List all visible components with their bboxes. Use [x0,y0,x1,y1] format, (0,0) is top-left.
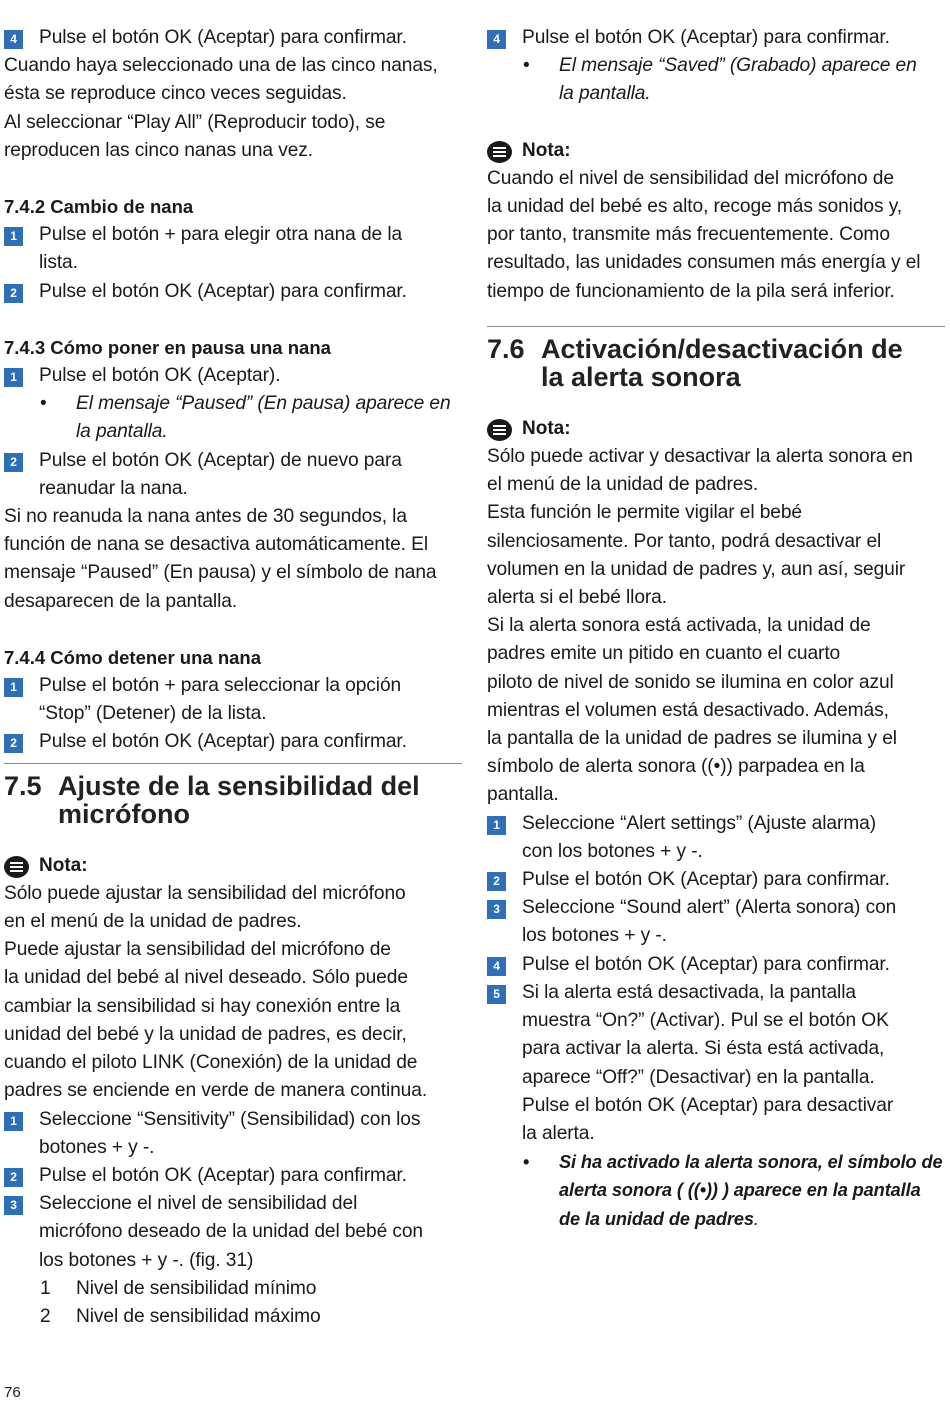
step-number-badge: 4 [4,30,23,49]
step-item: 2 Pulse el botón OK (Aceptar) de nuevo para [4,447,462,475]
bullet-item: • El mensaje “Saved” (Grabado) aparece en [487,52,945,80]
step-item: 1 Seleccione “Alert settings” (Ajuste alarma) [487,810,945,838]
paragraph-line: pantalla. [487,784,559,806]
paragraph-line: desaparecen de la pantalla. [4,590,238,612]
paragraph-line: alerta si el bebé llora. [487,587,667,609]
note-text-line: Sólo puede activar y desactivar la alerta sonora en [487,446,913,468]
step-number-badge: 1 [4,1112,23,1131]
step-item: 3 Seleccione “Sound alert” (Alerta sonora) con [487,894,945,922]
paragraph-line: Si no reanuda la nana antes de 30 segundos, la [4,506,407,528]
step-item: 2 Pulse el botón OK (Aceptar) para confirmar. [4,728,462,756]
paragraph-line: unidad del bebé y la unidad de padres, es decir, [4,1023,407,1045]
bullet-continuation: de la unidad de padres. [559,1208,759,1229]
section-heading-7-4-4: 7.4.4 Cómo detener una nana [4,646,262,668]
note-text-line: Sólo puede ajustar la sensibilidad del micrófono [4,882,406,904]
note-text-line: en el menú de la unidad de padres. [4,911,302,933]
list-number: 1 [40,1277,51,1299]
paragraph-line: piloto de nivel de sonido se ilumina en color azul [487,671,894,693]
bullet-icon: • [40,393,47,415]
step-number-badge: 2 [487,872,506,891]
step-item: 2 Pulse el botón OK (Aceptar) para confirmar. [4,278,462,306]
left-column [4,24,462,1331]
note-text-line: Cuando el nivel de sensibilidad del micrófono de [487,167,894,189]
step-number-badge: 1 [4,678,23,697]
step-number-badge: 3 [4,1196,23,1215]
note-icon [4,856,29,878]
step-number-badge: 2 [4,284,23,303]
note-text-line: por tanto, transmite más frecuentemente. Como [487,224,890,246]
step-number-badge: 4 [487,30,506,49]
bullet-continuation: la pantalla. [76,421,168,443]
step-item: 4 Pulse el botón OK (Aceptar) para confirmar. [487,24,945,52]
paragraph-line: silenciosamente. Por tanto, podrá desactivar el [487,530,882,552]
note-text-line: la unidad del bebé es alto, recoge más sonidos y, [487,196,903,218]
note-text-line: el menú de la unidad de padres. [487,474,759,496]
paragraph-line: Al seleccionar “Play All” (Reproducir todo), se [4,111,386,133]
paragraph-line: la pantalla de la unidad de padres se ilumina y el [487,728,897,750]
step-number-badge: 1 [4,368,23,387]
step-continuation: lista. [39,252,78,274]
right-column [487,24,945,1233]
step-number-badge: 1 [4,227,23,246]
bullet-item: • Si ha activado la alerta sonora, el símbolo de [487,1148,945,1176]
section-number: 7.6 [487,333,525,364]
section-heading-7-5: 7.5 Ajuste de la sensibilidad del micrófono [4,770,420,829]
note-icon [487,419,512,441]
step-continuation: reanudar la nana. [39,477,188,499]
section-number: 7.5 [4,770,42,801]
numbered-list-item: 2 Nivel de sensibilidad máximo [4,1303,462,1331]
note-label: Nota: [4,852,462,880]
paragraph-line: Si la alerta sonora está activada, la unidad de [487,615,871,637]
step-item: 1 Pulse el botón + para seleccionar la opción [4,672,462,700]
step-item: 2 Pulse el botón OK (Aceptar) para confirmar. [4,1162,462,1190]
paragraph-line: la unidad del bebé al nivel deseado. Sólo puede [4,967,408,989]
bullet-icon: • [523,1152,530,1173]
paragraph-line: Esta función le permite vigilar el bebé [487,502,802,524]
step-item: 1 Seleccione “Sensitivity” (Sensibilidad) con los [4,1106,462,1134]
paragraph-line: padres emite un pitido en cuanto el cuarto [487,643,841,665]
step-continuation: para activar la alerta. Si ésta está activada, [522,1038,885,1060]
paragraph-line: padres se enciende en verde de manera continua. [4,1080,428,1102]
paragraph-line: cuando el piloto LINK (Conexión) de la unidad de [4,1052,418,1074]
step-continuation: aparece “Off?” (Desactivar) en la pantalla. [522,1066,875,1088]
step-item: 4 Pulse el botón OK (Aceptar) para confirmar. [487,951,945,979]
paragraph-line: reproducen las cinco nanas una vez. [4,139,314,161]
section-heading-7-4-2: 7.4.2 Cambio de nana [4,196,194,218]
paragraph-line: volumen en la unidad de padres y, aun así, seguir [487,558,906,580]
numbered-list-item: 1 Nivel de sensibilidad mínimo [4,1275,462,1303]
section-heading-7-6: 7.6 Activación/desactivación de la alerta sonora [487,333,903,392]
paragraph-line: ésta se reproduce cinco veces seguidas. [4,83,347,105]
step-number-badge: 2 [4,734,23,753]
step-continuation: micrófono deseado de la unidad del bebé con [39,1221,424,1243]
step-item: 2 Pulse el botón OK (Aceptar) para confirmar. [487,866,945,894]
page-number: 76 [4,1384,21,1401]
step-continuation: los botones + y -. [522,925,667,947]
step-continuation: Pulse el botón OK (Aceptar) para desactivar [522,1094,894,1116]
note-text-line: resultado, las unidades consumen más energía y el [487,252,921,274]
section-divider [4,763,462,764]
step-continuation: la alerta. [522,1122,595,1144]
note-icon [487,141,512,163]
bullet-item: • El mensaje “Paused” (En pausa) aparece en [4,390,462,418]
section-heading-7-4-3: 7.4.3 Cómo poner en pausa una nana [4,336,331,358]
step-item: 5 Si la alerta está desactivada, la pantalla [487,979,945,1007]
step-continuation: muestra “On?” (Activar). Pul se el botón OK [522,1010,889,1032]
step-item: 1 Pulse el botón + para elegir otra nana de la [4,221,462,249]
step-number-badge: 5 [487,985,506,1004]
step-item: 3 Seleccione el nivel de sensibilidad del [4,1190,462,1218]
note-label: Nota: [487,137,945,165]
paragraph-line: función de nana se desactiva automáticamente. El [4,534,428,556]
step-number-badge: 1 [487,816,506,835]
step-continuation: los botones + y -. (fig. 31) [39,1249,254,1271]
note-text-line: tiempo de funcionamiento de la pila será inferior. [487,280,895,302]
bullet-continuation: alerta sonora ( ((•)) ) aparece en la pantalla [559,1180,921,1201]
paragraph-line: mientras el volumen está desactivado. Además, [487,699,889,721]
list-number: 2 [40,1305,51,1327]
step-number-badge: 3 [487,900,506,919]
bullet-icon: • [523,55,530,77]
step-item: 4 Pulse el botón OK (Aceptar) para confirmar. [4,24,462,52]
paragraph-line: Cuando haya seleccionado una de las cinco nanas, [4,55,438,77]
paragraph-line: Puede ajustar la sensibilidad del micrófono de [4,939,391,961]
paragraph-line: cambiar la sensibilidad si hay conexión entre la [4,995,401,1017]
step-number-badge: 4 [487,957,506,976]
step-item: 1 Pulse el botón OK (Aceptar). [4,362,462,390]
note-label: Nota: [487,415,945,443]
step-number-badge: 2 [4,1168,23,1187]
paragraph-line: símbolo de alerta sonora ((•)) parpadea en la [487,756,865,778]
step-number-badge: 2 [4,453,23,472]
step-continuation: con los botones + y -. [522,840,703,862]
step-continuation: “Stop” (Detener) de la lista. [39,703,267,725]
bullet-continuation: la pantalla. [559,83,651,105]
paragraph-line: mensaje “Paused” (En pausa) y el símbolo de nana [4,562,437,584]
step-continuation: botones + y -. [39,1136,155,1158]
section-divider [487,326,945,327]
